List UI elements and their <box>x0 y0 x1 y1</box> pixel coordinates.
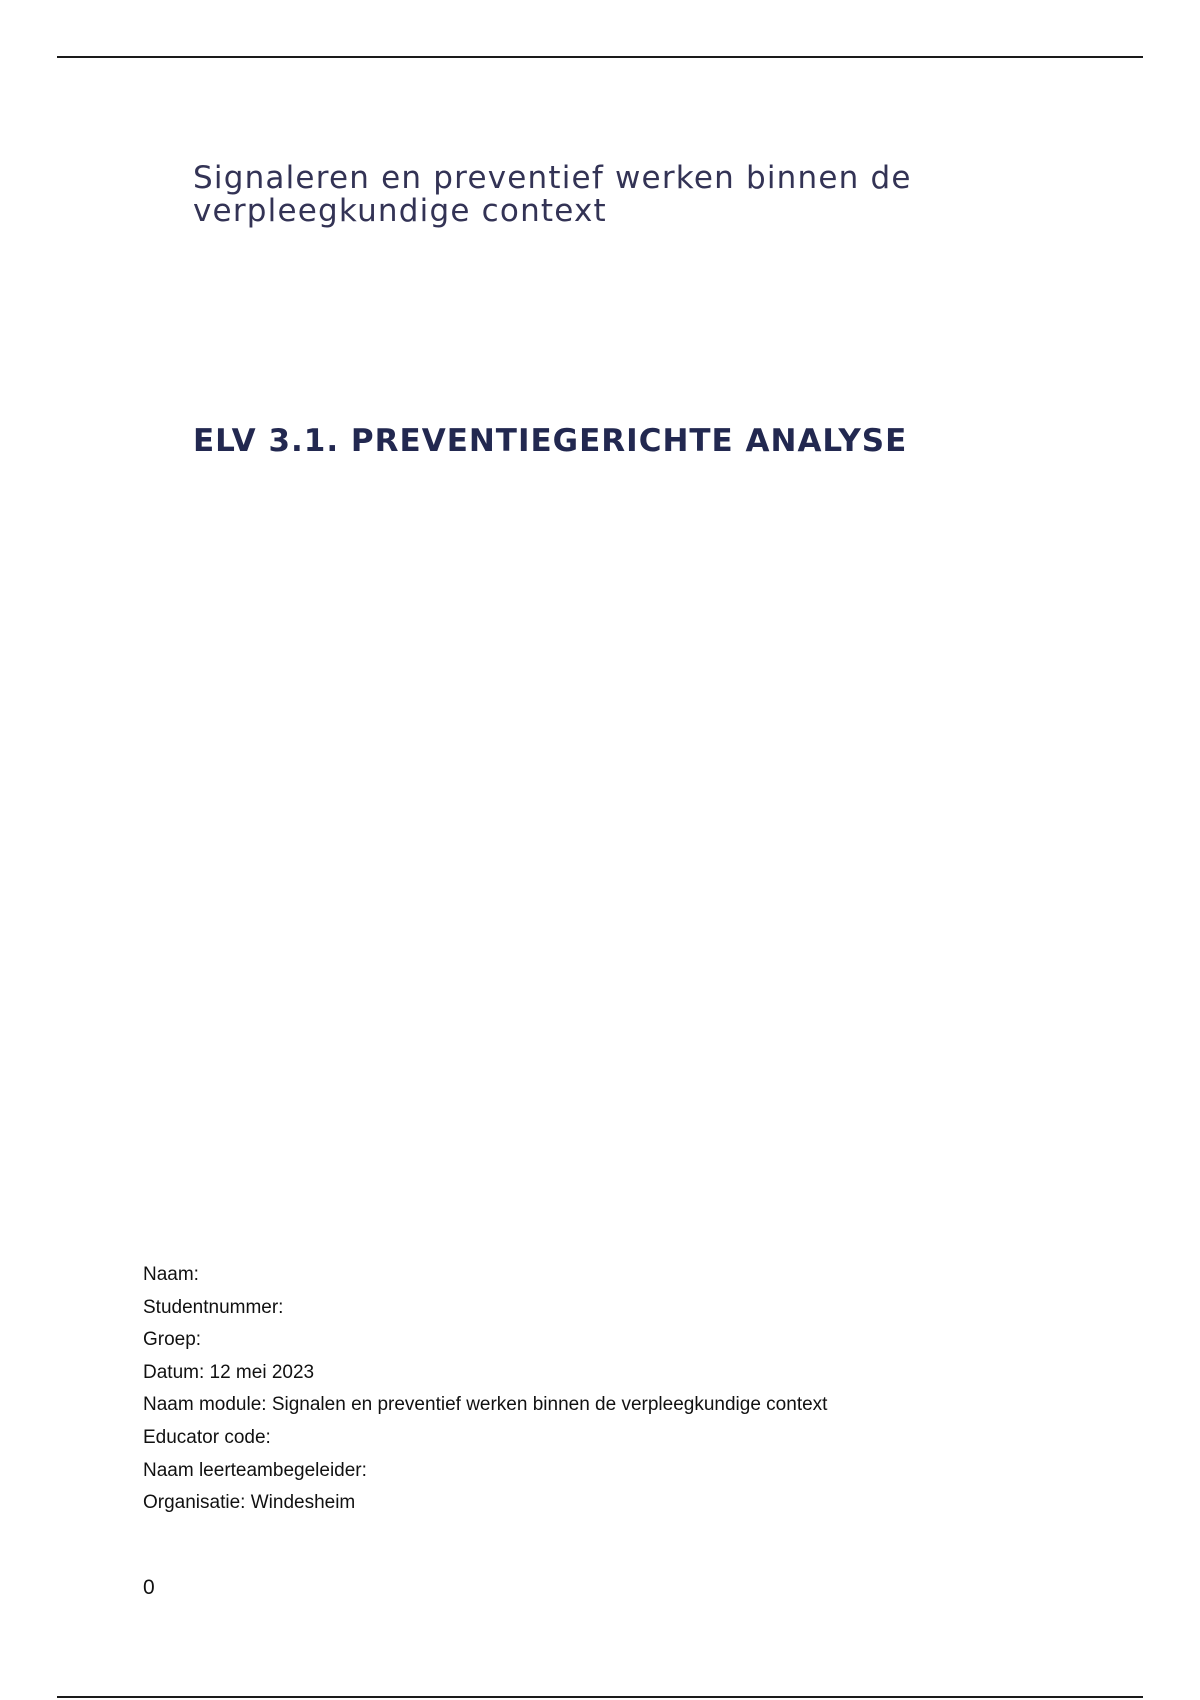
cover-details-list <box>143 1259 827 1520</box>
field-naam: Naam: <box>143 1264 199 1285</box>
document-title: ELV 3.1. PREVENTIEGERICHTE ANALYSE <box>193 423 908 459</box>
field-studentnummer: Studentnummer: <box>143 1296 284 1318</box>
field-datum: Datum: 12 mei 2023 <box>143 1361 315 1383</box>
document-subtitle <box>193 162 1043 228</box>
bottom-rule <box>57 1696 1143 1698</box>
field-groep: Groep: <box>143 1329 202 1351</box>
page-number: 0 <box>143 1576 155 1599</box>
field-leerteambegeleider: Naam leerteambegeleider: <box>143 1459 367 1481</box>
top-rule <box>57 56 1143 58</box>
subtitle-line-1: Signaleren en preventief werken binnen de <box>193 160 912 196</box>
field-educator-code: Educator code: <box>143 1426 271 1448</box>
field-naam-module: Naam module: Signalen en preventief werken binnen de verpleegkundige context <box>143 1394 828 1416</box>
field-organisatie: Organisatie: Windesheim <box>143 1492 356 1514</box>
subtitle-line-2: verpleegkundige context <box>193 193 607 229</box>
